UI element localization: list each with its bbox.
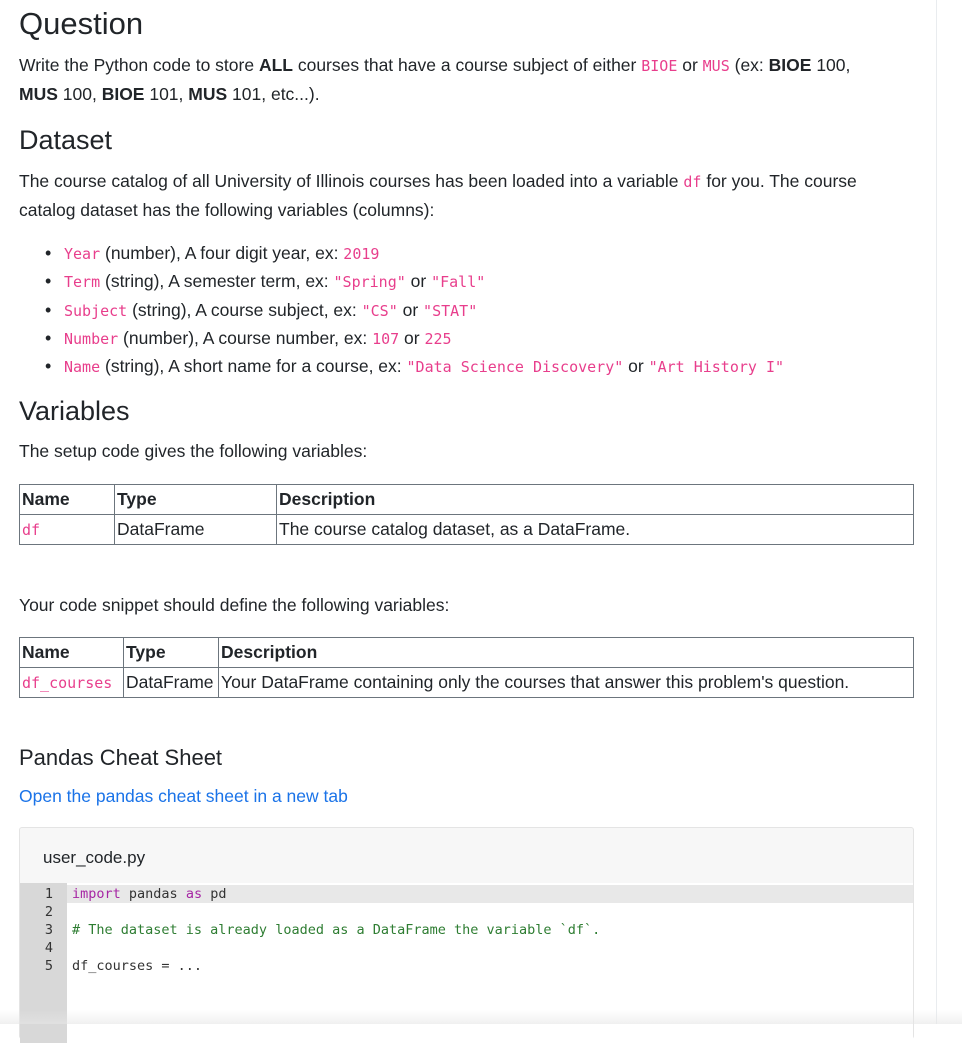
dataset-heading: Dataset — [19, 125, 113, 155]
list-item: • Subject (string), A course subject, ex: "CS" or "STAT" — [64, 297, 784, 325]
table-header-row — [20, 485, 914, 515]
pandas-cheat-sheet-link[interactable]: Open the pandas cheat sheet in a new tab — [19, 786, 348, 806]
table-header: Type — [115, 485, 277, 515]
table-row — [20, 668, 914, 698]
editor-filename: user_code.py — [43, 848, 146, 867]
code-line[interactable]: 2 — [44, 904, 53, 920]
code-line[interactable]: 3 # The dataset is already loaded as a DataFrame the variable `df`. — [44, 922, 601, 938]
table-header: Name — [20, 638, 124, 668]
table-header: Name — [20, 485, 115, 515]
dataset-text: The course catalog of all University of Illinois courses has been loaded into a variable df for you. The course catalog dataset has the following variables (columns): — [19, 171, 857, 220]
define-text: Your code snippet should define the following variables: — [19, 595, 450, 615]
table-row — [20, 515, 914, 545]
page-right-divider — [936, 0, 937, 1024]
list-item: • Term (string), A semester term, ex: "Spring" or "Fall" — [64, 268, 784, 296]
table-cell: df — [20, 515, 115, 545]
setup-variables-table — [19, 484, 914, 545]
table-cell: df_courses — [20, 668, 124, 698]
dataset-columns-list — [19, 240, 784, 381]
code-line[interactable]: 1 import pandas as pd — [67, 885, 913, 903]
define-variables-table — [19, 637, 914, 698]
list-item: • Year (number), A four digit year, ex: 2019 — [64, 240, 784, 268]
pandas-heading: Pandas Cheat Sheet — [19, 745, 223, 770]
table-header: Description — [277, 485, 914, 515]
question-text: Write the Python code to store ALL courses that have a course subject of either BIOE or MUS (ex: BIOE 100, MUS 100, BIOE 101, MUS 101, etc...). — [19, 55, 851, 104]
table-header-row — [20, 638, 914, 668]
code-mus: MUS — [702, 57, 730, 75]
table-cell: Your DataFrame containing only the courses that answer this problem's question. — [219, 668, 914, 698]
table-header: Type — [124, 638, 219, 668]
code-df: df — [683, 173, 702, 191]
list-item: • Number (number), A course number, ex: 107 or 225 — [64, 325, 784, 353]
table-header: Description — [219, 638, 914, 668]
code-bioe: BIOE — [641, 57, 678, 75]
setup-text: The setup code gives the following variables: — [19, 441, 368, 461]
variables-heading: Variables — [19, 396, 130, 426]
list-item: • Name (string), A short name for a course, ex: "Data Science Discovery" or "Art History I" — [64, 353, 784, 381]
table-cell: DataFrame — [124, 668, 219, 698]
table-cell: The course catalog dataset, as a DataFrame. — [277, 515, 914, 545]
bottom-fade — [0, 1010, 962, 1024]
code-line[interactable]: 5 df_courses = ... — [44, 958, 203, 974]
code-line[interactable]: 4 — [44, 940, 53, 956]
table-cell: DataFrame — [115, 515, 277, 545]
question-heading: Question — [19, 6, 144, 41]
code-editor — [19, 827, 914, 1039]
